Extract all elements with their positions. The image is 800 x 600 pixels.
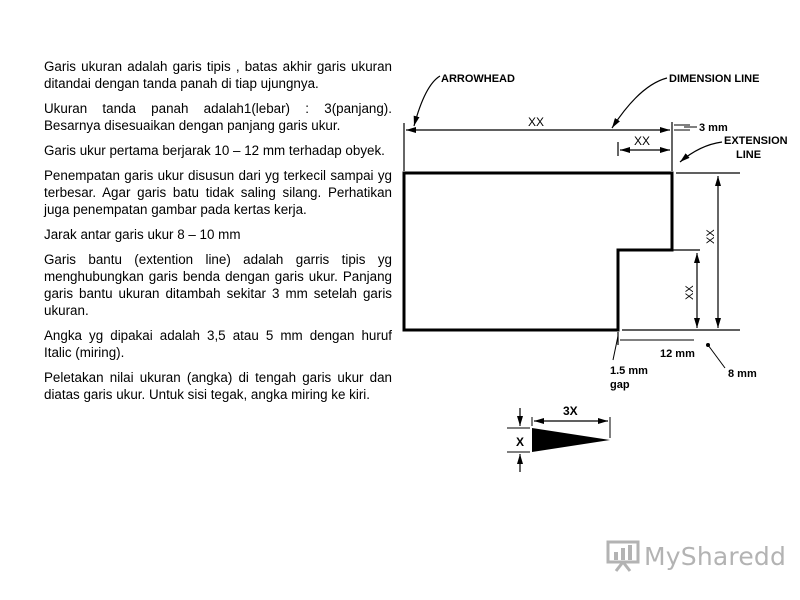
paragraph-value-placement: Peletakan nilai ukuran (angka) di tengah garis ukur dan diatas garis ukur. Untuk sisi tegak, angka miring ke kiri.	[44, 370, 392, 402]
label-dimension-line: DIMENSION LINE	[669, 73, 760, 85]
detail-length-label: 3X	[563, 404, 578, 418]
label-12mm: 12 mm	[660, 348, 695, 360]
object-outline	[404, 173, 672, 330]
label-8mm: 8 mm	[728, 368, 757, 380]
label-gap-1: 1.5 mm	[610, 365, 648, 377]
dim-label-top-long: XX	[528, 115, 545, 129]
paragraph-arrow-ratio: Ukuran tanda panah adalah1(lebar) : 3(panjang). Besarnya disesuaikan dengan panjang garis ukur.	[44, 101, 392, 133]
label-extension-1: EXTENSION	[724, 135, 788, 147]
arrow-proportion-triangle	[532, 428, 610, 452]
watermark	[606, 536, 786, 576]
paragraph-first-distance: Garis ukur pertama berjarak 10 – 12 mm terhadap obyek.	[44, 143, 385, 158]
paragraph-numerals: Angka yg dipakai adalah 3,5 atau 5 mm dengan huruf Italic (miring).	[44, 328, 392, 360]
leader-arrowhead	[414, 76, 440, 126]
label-3mm: 3 mm	[699, 122, 728, 134]
dot-8mm	[706, 343, 710, 347]
paragraph-spacing: Jarak antar garis ukur 8 – 10 mm	[44, 227, 241, 242]
leader-dimension-line	[612, 78, 667, 128]
dim-label-top-short: XX	[634, 134, 651, 148]
paragraph-extension-line: Garis bantu (extention line) adalah garris tipis yg menghubungkan garis benda dengan garis ukur. Panjang garis bantu ukuran ditambah sekitar 3 mm setelah garis ukuran.	[44, 252, 392, 318]
label-extension-2: LINE	[736, 149, 762, 161]
paragraph-placement: Penempatan garis ukur disusun dari yg terkecil sampai yg terbesar. Agar garis batu tidak saling silang. Perhatikan juga penempatan gambar pada kertas kerja.	[44, 168, 392, 217]
leader-gap	[613, 336, 618, 360]
explanation-text	[44, 58, 392, 411]
dim-label-vertical-inner: XX	[684, 285, 696, 300]
watermark-text: MySharedd	[644, 541, 787, 571]
presentation-chart-icon	[606, 539, 640, 573]
dim-label-vertical-right: XX	[705, 229, 717, 244]
arrow-proportion-detail	[507, 404, 610, 472]
label-gap-2: gap	[610, 379, 630, 391]
dimensioning-diagram	[396, 60, 788, 490]
leader-extension-line	[680, 142, 722, 162]
detail-width-label: X	[516, 435, 525, 449]
leader-8mm	[708, 345, 725, 368]
label-arrowhead: ARROWHEAD	[441, 73, 515, 85]
paragraph-dimension-line: Garis ukuran adalah garis tipis , batas akhir garis ukuran ditandai dengan tanda panah di tiap ujungnya.	[44, 59, 392, 91]
